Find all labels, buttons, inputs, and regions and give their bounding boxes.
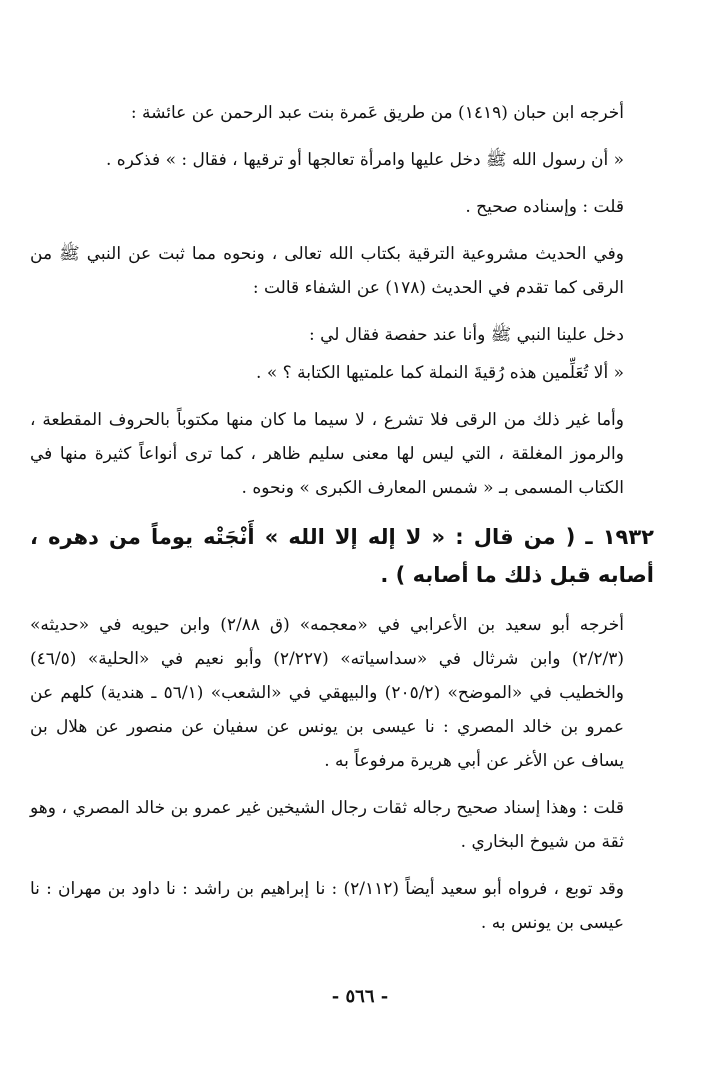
paragraph-takhrij-ibn-hibban: أخرجه ابن حبان (١٤١٩) من طريق عَمرة بنت عبد الرحمن عن عائشة : <box>130 103 624 123</box>
page-body <box>30 96 654 953</box>
paragraph-hafsa-narration: دخل علينا النبي ﷺ وأنا عند حفصة فقال لي : <box>308 325 624 345</box>
paragraph-isnad-sahih: قلت : وإسناده صحيح . <box>465 197 624 217</box>
paragraph-takhrij-ibn-arabi: أخرجه أبو سعيد بن الأعرابي في «معجمه» (ق ٢/٨٨) وابن حيويه في «حديثه» (٢/٢/٣) وابن شرثال في «سداسياته» (٢/٢٢٧) وأبو نعيم في «الحلية» (٤٦/٥) والخطيب في «الموضح» (٢٠٥/٢) والبيهقي في «الشعب» (٥٦/١ ـ هندية) كلهم عن عمرو بن خالد المصري : نا عيسى بن يونس عن سفيان عن منصور عن هلال بن يساف عن الأغر عن أبي هريرة مرفوعاً به . <box>30 615 624 771</box>
paragraph-namla-quote: « ألا تُعَلِّمين هذه رُقيةَ النملة كما علمتيها الكتابة ؟ » . <box>256 363 624 383</box>
page-number: - ٥٦٦ - <box>331 986 389 1007</box>
paragraph-isnad-thiqat: قلت : وهذا إسناد صحيح رجاله ثقات رجال الشيخين غير عمرو بن خالد المصري ، وهو ثقة من شيوخ البخاري . <box>30 798 624 852</box>
paragraph-hadith-quote: « أن رسول الله ﷺ دخل عليها وامرأة تعالجها أو ترقيها ، فقال : » فذكره . <box>105 150 624 170</box>
hadith-heading: ١٩٣٢ ـ ( من قال : « لا إله إلا الله » أَنْجَتْه يوماً من دهره ، أصابه قبل ذلك ما أصابه ) . <box>30 525 654 587</box>
paragraph-other-ruqa: وأما غير ذلك من الرقى فلا تشرع ، لا سيما ما كان منها مكتوباً بالحروف المقطعة ، والرموز المغلقة ، التي ليس لها معنى سليم ظاهر ، كما ترى أنواعاً كثيرة منها في الكتاب المسمى بـ « شمس المعارف الكبرى » ونحوه . <box>30 410 624 498</box>
paragraph-mutaba: وقد توبع ، فرواه أبو سعيد أيضاً (٢/١١٢) : نا إبراهيم بن راشد : نا داود بن مهران : نا عيسى بن يونس به . <box>30 879 624 933</box>
paragraph-ruqya-legitimacy: وفي الحديث مشروعية الترقية بكتاب الله تعالى ، ونحوه مما ثبت عن النبي ﷺ من الرقى كما تقدم في الحديث (١٧٨) عن الشفاء قالت : <box>30 244 624 298</box>
